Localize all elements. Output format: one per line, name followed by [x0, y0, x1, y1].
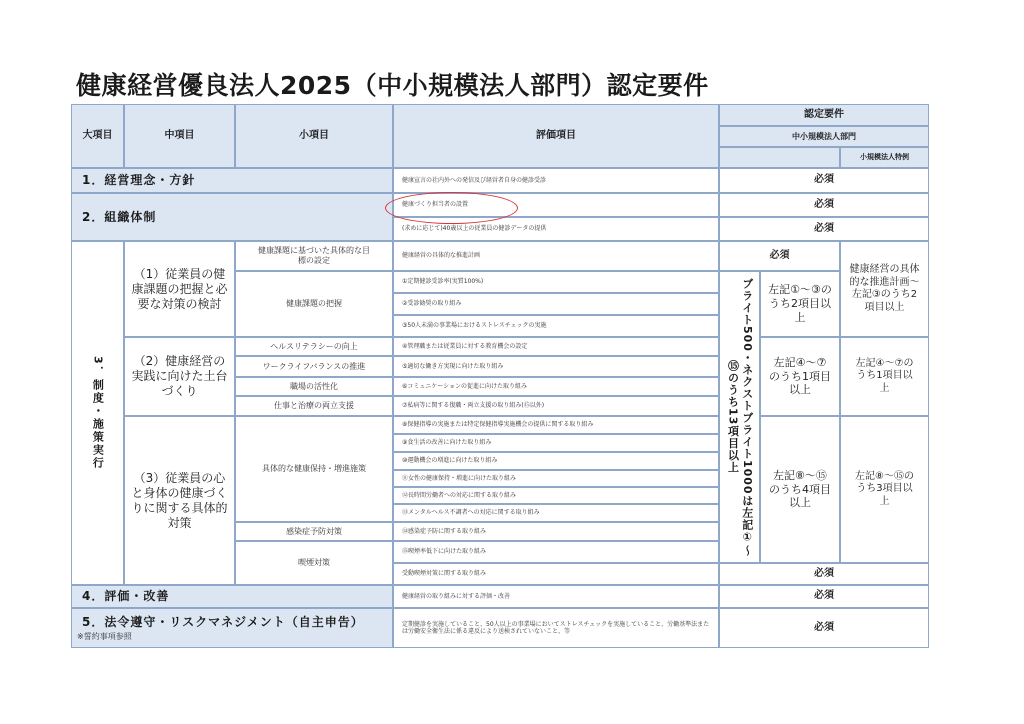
eval-7: ⑦私病等に関する復職・両立支援の取り組み(⑮以外): [393, 396, 719, 416]
eval-s5: 定期健診を実施していること、50人以上の事業場においてストレスチェックを実施していること、労働基準法または労働安全衛生法に係る違反により送検されていないこと、等: [393, 608, 719, 648]
minor-d: ワークライフバランスの推進: [235, 356, 393, 377]
eval-9: ⑨食生活の改善に向けた取り組み: [393, 434, 719, 452]
req-bright-label: ブライト500・ネクストブライト1000は左記①～⑮のうち13項目以上: [726, 277, 754, 557]
special-2: 左記④～⑦のうち1項目以上: [840, 337, 929, 416]
section-4: 4．評価・改善: [71, 585, 393, 608]
eval-14: ⑭感染症予防に関する取り組み: [393, 522, 719, 541]
req-s1: 必須: [719, 168, 929, 193]
header-dept: 中小規模法人部門: [719, 126, 929, 147]
eval-5: ⑤適切な働き方実現に向けた取り組み: [393, 356, 719, 377]
eval-11: ⑪女性の健康保持・増進に向けた取り組み: [393, 470, 719, 487]
eval-3: ③50人未満の事業場におけるストレスチェックの実施: [393, 315, 719, 337]
eval-1: ①定期健診受診率(実質100%): [393, 271, 719, 293]
req-bright: [719, 271, 760, 563]
eval-s2a: 健康づくり担当者の設置: [393, 193, 719, 217]
minor-g: 具体的な健康保持・増進施策: [235, 416, 393, 522]
eval-s2b: (求めに応じて)40歳以上の従業員の健診データの提供: [393, 217, 719, 241]
section-5: 5．法令遵守・リスクマネジメント（自主申告）: [71, 608, 393, 648]
req-r1: 左記①～③のうち2項目以上: [760, 271, 840, 337]
header-minor: 小項目: [235, 104, 393, 168]
minor-b: 健康課題の把握: [235, 271, 393, 337]
req-smoking: 必須: [719, 563, 929, 585]
minor-e: 職場の活性化: [235, 377, 393, 396]
middle-3: （3）従業員の心と身体の健康づくりに関する具体的対策: [124, 416, 235, 585]
header-req: 認定要件: [719, 104, 929, 126]
eval-15: ⑮喫煙率低下に向けた取り組み: [393, 541, 719, 563]
middle-2: （2）健康経営の実践に向けた土台づくり: [124, 337, 235, 416]
eval-10: ⑩運動機会の増進に向けた取り組み: [393, 452, 719, 470]
eval-s4: 健康経営の取り組みに対する評価・改善: [393, 585, 719, 608]
requirements-table: [71, 104, 929, 648]
eval-13: ⑬メンタルヘルス不調者への対応に関する取り組み: [393, 504, 719, 522]
middle-1: （1）従業員の健康課題の把握と必要な対策の検討: [124, 241, 235, 337]
eval-16: 受動喫煙対策に関する取り組み: [393, 563, 719, 585]
header-blank: [719, 147, 840, 168]
minor-f: 仕事と治療の両立支援: [235, 396, 393, 416]
req-s4: 必須: [719, 585, 929, 608]
eval-2: ②受診勧奨の取り組み: [393, 293, 719, 315]
header-special: 小規模法人特例: [840, 147, 929, 168]
eval-4: ④管理職または従業員に対する教育機会の設定: [393, 337, 719, 356]
section-2: 2．組織体制: [71, 193, 393, 241]
req-s2a: 必須: [719, 193, 929, 217]
req-s5: 必須: [719, 608, 929, 648]
header-middle: 中項目: [124, 104, 235, 168]
eval-12: ⑫長時間労働者への対応に関する取り組み: [393, 487, 719, 504]
section-3-label: 3．制度・施策実行: [91, 356, 105, 470]
req-s2b: 必須: [719, 217, 929, 241]
special-1: 健康経営の具体的な推進計画～左記③のうち2項目以上: [840, 241, 929, 337]
minor-h: 感染症予防対策: [235, 522, 393, 541]
minor-i: 喫煙対策: [235, 541, 393, 585]
special-3: 左記⑧～⑮のうち3項目以上: [840, 416, 929, 563]
minor-c: ヘルスリテラシーの向上: [235, 337, 393, 356]
eval-s1: 健康宣言の社内外への発信及び経営者自身の健診受診: [393, 168, 719, 193]
minor-a: 健康課題に基づいた具体的な目標の設定: [235, 241, 393, 271]
section-3: [71, 241, 124, 585]
section-1: 1．経営理念・方針: [71, 168, 393, 193]
section-5-note: ※誓約事項参照: [77, 632, 132, 641]
eval-6: ⑥コミュニケーションの促進に向けた取り組み: [393, 377, 719, 396]
header-eval: 評価項目: [393, 104, 719, 168]
header-major: 大項目: [71, 104, 124, 168]
req-plan: 必須: [719, 241, 840, 271]
page-title: 健康経営優良法人2025（中小規模法人部門）認定要件: [76, 71, 709, 100]
req-r3: 左記⑧～⑮のうち4項目以上: [760, 416, 840, 563]
eval-8: ⑧保健指導の実施または特定保健指導実施機会の提供に関する取り組み: [393, 416, 719, 434]
req-r2: 左記④～⑦のうち1項目以上: [760, 337, 840, 416]
eval-plan: 健康経営の具体的な推進計画: [393, 241, 719, 271]
